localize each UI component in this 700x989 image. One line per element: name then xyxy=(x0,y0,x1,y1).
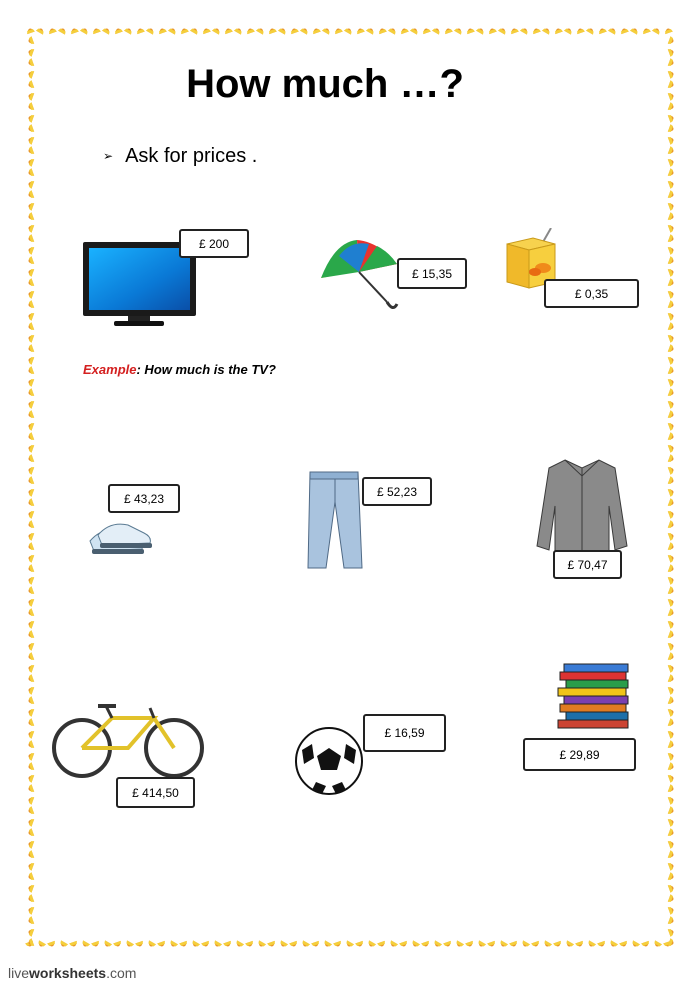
brand-suffix: .com xyxy=(106,965,137,981)
price-tag-tv: £ 200 xyxy=(179,229,249,258)
umbrella-picture xyxy=(317,234,401,314)
example-label: Example xyxy=(83,362,137,377)
brand-light: live xyxy=(8,965,30,981)
price-tag-jacket: £ 70,47 xyxy=(553,550,622,579)
books-picture xyxy=(556,662,634,738)
price-tag-umbrella: £ 15,35 xyxy=(397,258,467,289)
example-line xyxy=(83,362,276,377)
arrow-bullet-icon: ➢ xyxy=(103,149,114,163)
price-tag-bicycle: £ 414,50 xyxy=(116,777,195,808)
price-tag-sneakers: £ 43,23 xyxy=(108,484,180,513)
jacket-picture xyxy=(535,454,629,554)
price-tag-football: £ 16,59 xyxy=(363,714,446,752)
footer-brand xyxy=(8,965,136,981)
brand-bold: worksheets xyxy=(29,965,107,981)
jeans-picture xyxy=(304,468,366,572)
football-picture xyxy=(294,720,366,800)
price-tag-jeans: £ 52,23 xyxy=(362,477,432,506)
sneakers-picture xyxy=(84,515,154,560)
page-title: How much …? xyxy=(186,62,464,106)
example-question: : How much is the TV? xyxy=(136,362,276,377)
price-tag-juice-box: £ 0,35 xyxy=(544,279,639,308)
price-tag-books: £ 29,89 xyxy=(523,738,636,771)
instruction-text: Ask for prices . xyxy=(125,145,258,167)
instruction xyxy=(103,145,257,168)
